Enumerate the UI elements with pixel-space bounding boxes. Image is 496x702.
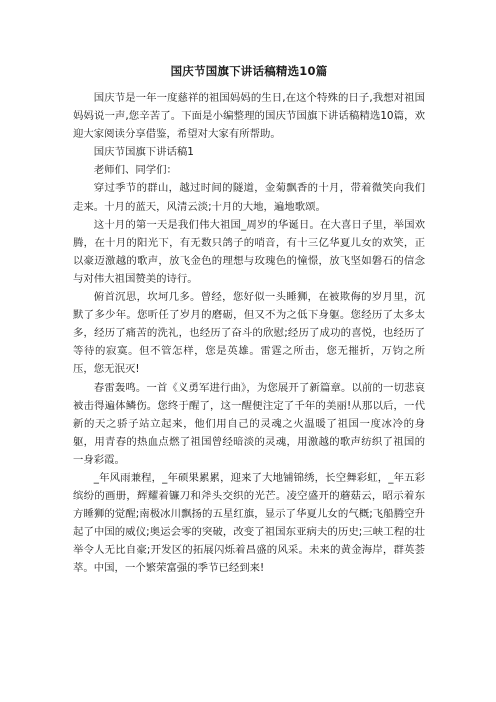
section-heading: 国庆节国旗下讲话稿1: [93, 146, 194, 159]
body-paragraph: 俯首沉思，坎坷几多。曾经，您好似一头睡狮，在被欺侮的岁月里，沉默了多少年。您听任了岁月的磨砺，但又不为之低下身躯。您经历了太多太多，经历了痛苦的洗礼，也经历了奋斗的欣慰;经历了成功的喜悦，也经历了等待的寂寞。但不管怎样，您是英雄。雷霆之所击，您无摧折，万钧之所压，您无泯灭!: [73, 291, 425, 376]
salutation: 老师们、同学们：: [93, 164, 177, 177]
document-page: [73, 0, 425, 578]
document-body: [73, 89, 425, 578]
body-paragraph: 这十月的第一天是我们伟大祖国_周岁的华诞日。在大喜日子里，举国欢腾，在十月的阳光下，有无数只鸽子的哨音，有十三亿华夏儿女的欢笑，正以豪迈激越的歌声，放飞金色的理想与玫瑰色的憧憬，放飞坚如磐石的信念与对伟大祖国赞美的诗行。: [73, 218, 425, 285]
body-paragraph: 春雷轰鸣。一首《义勇军进行曲》，为您展开了新篇章。以前的一切悲哀被击得遍体鳞伤。您终于醒了，这一醒便注定了千年的美丽!从那以后，一代新的天之骄子站立起来，他们用自己的灵魂之火温暖了祖国一度冰冷的身躯，用青春的热血点燃了祖国曾经暗淡的灵魂，用激越的歌声纺织了祖国的一身彩霞。: [73, 381, 425, 466]
body-paragraph: _年风雨兼程，_年硕果累累，迎来了大地铺锦绣，长空舞彩虹，_年五彩缤纷的画册，辉耀着镰刀和斧头交织的光芒。凌空盛开的蘑菇云，昭示着东方睡狮的觉醒;南极冰川飘扬的五星红旗，显示了华夏儿女的气概;飞船腾空升起了中国的威仪;奥运会零的突破，改变了祖国东亚病夫的历史;三峡工程的壮举令人无比自豪;开发区的拓展闪烁着昌盛的风采。未来的黄金海岸，群英荟萃。中国，一个繁荣富强的季节已经到来!: [73, 471, 425, 575]
intro-paragraph: 国庆节是一年一度慈祥的祖国妈妈的生日,在这个特殊的日子,我想对祖国妈妈说一声,您辛苦了。下面是小编整理的国庆节国旗下讲话稿精选10篇，欢迎大家阅读分享借鉴，希望对大家有所帮助。: [73, 92, 425, 141]
body-paragraph: 穿过季节的群山，越过时间的隧道，金菊飘香的十月，带着微笑向我们走来。十月的蓝天，风清云淡;十月的大地，遍地歌颂。: [73, 182, 425, 213]
document-title: 国庆节国旗下讲话稿精选10篇: [170, 64, 328, 78]
